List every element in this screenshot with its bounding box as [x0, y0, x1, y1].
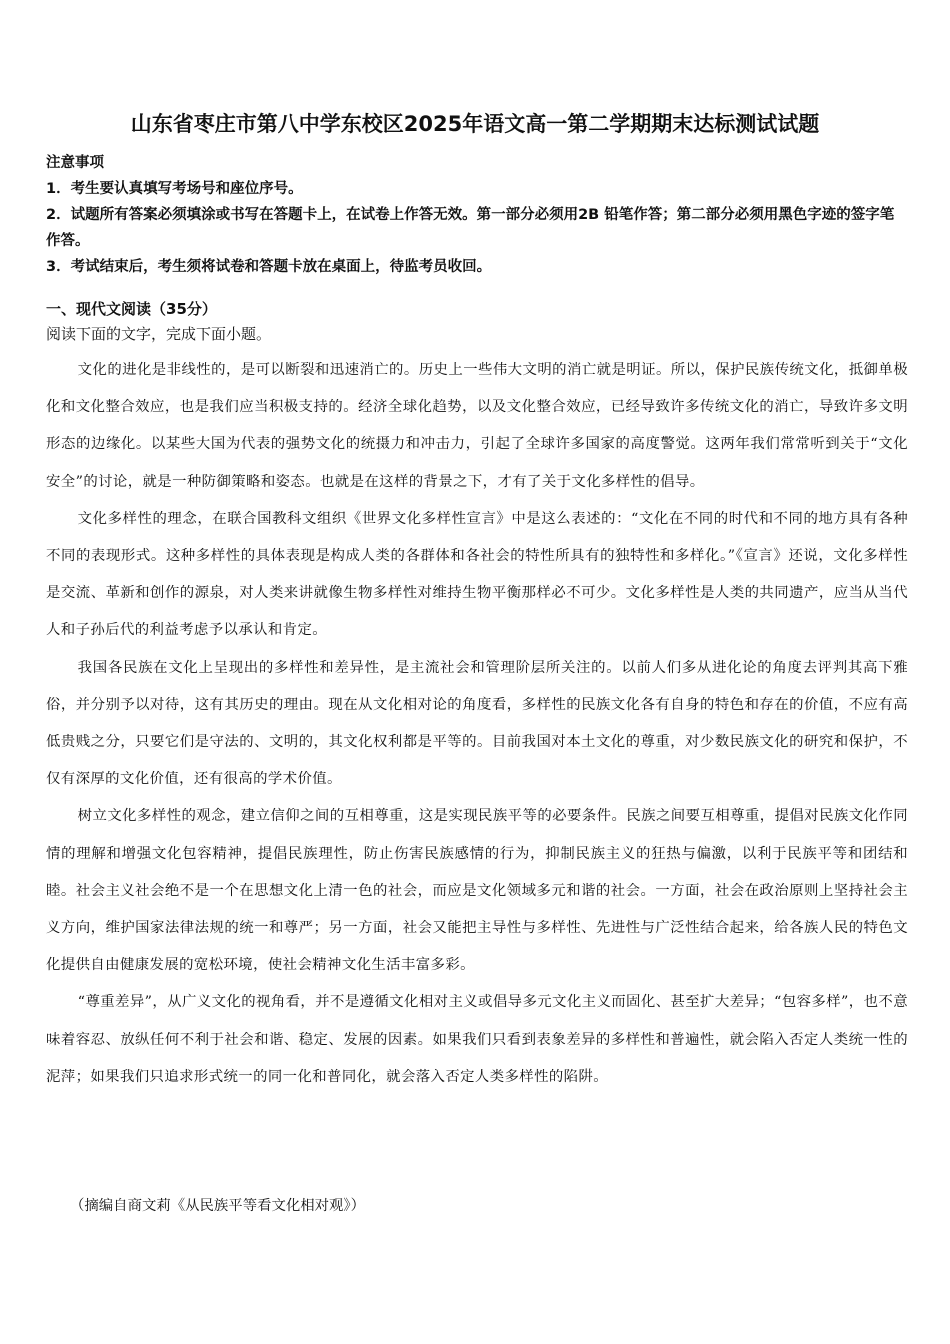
passage-paragraph: 文化多样性的理念，在联合国教科文组织《世界文化多样性宣言》中是这么表述的：“文化在不同的时代和不同的地方具有各种不同的表现形式。这种多样性的具体表现是构成人类的各群体和各社会的特性所具有的独特性和多样化。”《宣言》还说，文化多样性是交流、革新和创作的源泉，对人类来讲就像生物多样性对维持生物平衡那样必不可少。文化多样性是人类的共同遗产，应当从当代人和子孙后代的利益考虑予以承认和肯定。 — [46, 510, 908, 639]
notice-item: 1．考生要认真填写考场号和座位序号。 — [46, 181, 303, 197]
notice-item: 3．考试结束后，考生须将试卷和答题卡放在桌面上，待监考员收回。 — [46, 259, 492, 275]
passage-paragraph: 文化的进化是非线性的，是可以断裂和迅速消亡的。历史上一些伟大文明的消亡就是明证。所以，保护民族传统文化，抵御单极化和文化整合效应，也是我们应当积极支持的。经济全球化趋势，以及文化整合效应，已经导致许多传统文化的消亡，导致许多文明形态的边缘化。以某些大国为代表的强势文化的统摄力和冲击力，引起了全球许多国家的高度警觉。这两年我们常常听到关于“文化安全”的讨论，就是一种防御策略和姿态。也就是在这样的背景之下，才有了关于文化多样性的倡导。 — [46, 362, 908, 490]
reading-passage — [46, 352, 908, 1096]
passage-source: （摘编自商文莉《从民族平等看文化相对观》） — [70, 1198, 366, 1214]
exam-title: 山东省枣庄市第八中学东校区2025年语文高一第二学期期末达标测试试题 — [130, 112, 820, 136]
passage-paragraph: “尊重差异”，从广义文化的视角看，并不是遵循文化相对主义或倡导多元文化主义而固化、甚至扩大差异；“包容多样”，也不意味着容忍、放纵任何不利于社会和谐、稳定、发展的因素。如果我们只看到表象差异的多样性和普遍性，就会陷入否定人类统一性的泥萍；如果我们只追求形式统一的同一化和普同化，就会落入否定人类多样性的陷阱。 — [46, 994, 908, 1085]
notice-heading: 注意事项 — [46, 155, 104, 171]
notice-block — [46, 150, 908, 280]
notice-item: 2．试题所有答案必须填涂或书写在答题卡上，在试卷上作答无效。第一部分必须用2B 铅笔作答；第二部分必须用黑色字迹的签字笔作答。 — [46, 207, 895, 249]
section-instruction: 阅读下面的文字，完成下面小题。 — [46, 325, 272, 343]
passage-paragraph: 树立文化多样性的观念，建立信仰之间的互相尊重，这是实现民族平等的必要条件。民族之间要互相尊重，提倡对民族文化作同情的理解和增强文化包容精神，提倡民族理性，防止伤害民族感情的行为，抑制民族主义的狂热与偏激，以利于民族平等和团结和睦。社会主义社会绝不是一个在思想文化上清一色的社会，而应是文化领域多元和谐的社会。一方面，社会在政治原则上坚持社会主义方向，维护国家法律法规的统一和尊严；另一方面，社会又能把主导性与多样性、先进性与广泛性结合起来，给各族人民的特色文化提供自由健康发展的宽松环境，使社会精神文化生活丰富多彩。 — [46, 808, 908, 974]
section-heading: 一、现代文阅读（35分） — [46, 300, 217, 318]
passage-paragraph: 我国各民族在文化上呈现出的多样性和差异性，是主流社会和管理阶层所关注的。以前人们多从进化论的角度去评判其高下雅俗，并分别予以对待，这有其历史的理由。现在从文化相对论的角度看，多样性的民族文化各有自身的特色和存在的价值，不应有高低贵贱之分，只要它们是守法的、文明的，其文化权利都是平等的。目前我国对本土文化的尊重，对少数民族文化的研究和保护，不仅有深厚的文化价值，还有很高的学术价值。 — [46, 659, 908, 788]
